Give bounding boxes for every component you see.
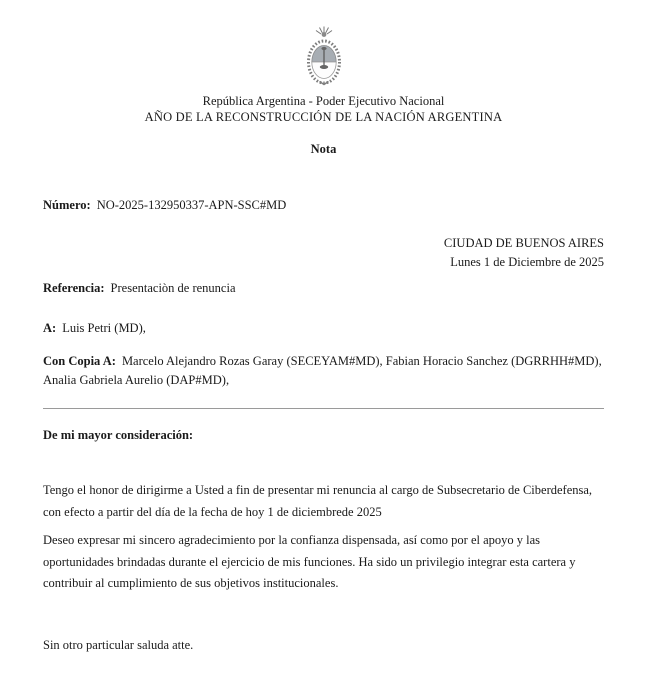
reference-row bbox=[43, 281, 604, 296]
header-year-motto: AÑO DE LA RECONSTRUCCIÓN DE LA NACIÓN ARGENTINA bbox=[144, 110, 503, 124]
date-line: Lunes 1 de Diciembre de 2025 bbox=[450, 255, 604, 269]
cc-value: Marcelo Alejandro Rozas Garay (SECEYAM#MD), Fabian Horacio Sanchez (DGRRHH#MD), Analia Gabriela Aurelio (DAP#MD), bbox=[43, 354, 602, 387]
cc-row bbox=[43, 352, 604, 389]
section-divider bbox=[43, 408, 604, 409]
argentina-coat-of-arms-icon bbox=[301, 26, 347, 88]
referencia-value: Presentaciòn de renuncia bbox=[110, 281, 236, 295]
coat-of-arms-container bbox=[43, 26, 604, 93]
header-republic-line: República Argentina - Poder Ejecutivo Nacional bbox=[202, 94, 445, 108]
numero-value: NO-2025-132950337-APN-SSC#MD bbox=[96, 198, 287, 212]
document-content bbox=[0, 26, 645, 653]
document-type-title: Nota bbox=[310, 142, 337, 156]
city-line: CIUDAD DE BUENOS AIRES bbox=[443, 236, 604, 250]
to-label: A: bbox=[43, 321, 57, 335]
body-paragraph-1: Tengo el honor de dirigirme a Usted a fin de presentar mi renuncia al cargo de Subsecretario de Ciberdefensa, con efecto a partir del día de la fecha de hoy 1 de diciembrede 2025 bbox=[43, 483, 593, 519]
to-value: Luis Petri (MD), bbox=[62, 321, 146, 335]
cc-label: Con Copia A: bbox=[43, 354, 116, 368]
referencia-label: Referencia: bbox=[43, 281, 105, 295]
numero-label: Número: bbox=[43, 198, 91, 212]
document-number-row bbox=[43, 198, 604, 213]
place-date-block bbox=[43, 234, 604, 272]
closing-line: Sin otro particular saluda atte. bbox=[43, 637, 194, 652]
body-paragraph-2: Deseo expresar mi sincero agradecimiento por la confianza dispensada, así como por el apoyo y las oportunidades brindadas durante el ejercicio de mis funciones. Ha sido un privilegio integrar esta cartera y contribuir al cumplimiento de sus objetivos institucionales. bbox=[43, 533, 576, 590]
salutation-line: De mi mayor consideración: bbox=[43, 428, 194, 442]
addressee-row bbox=[43, 321, 604, 336]
